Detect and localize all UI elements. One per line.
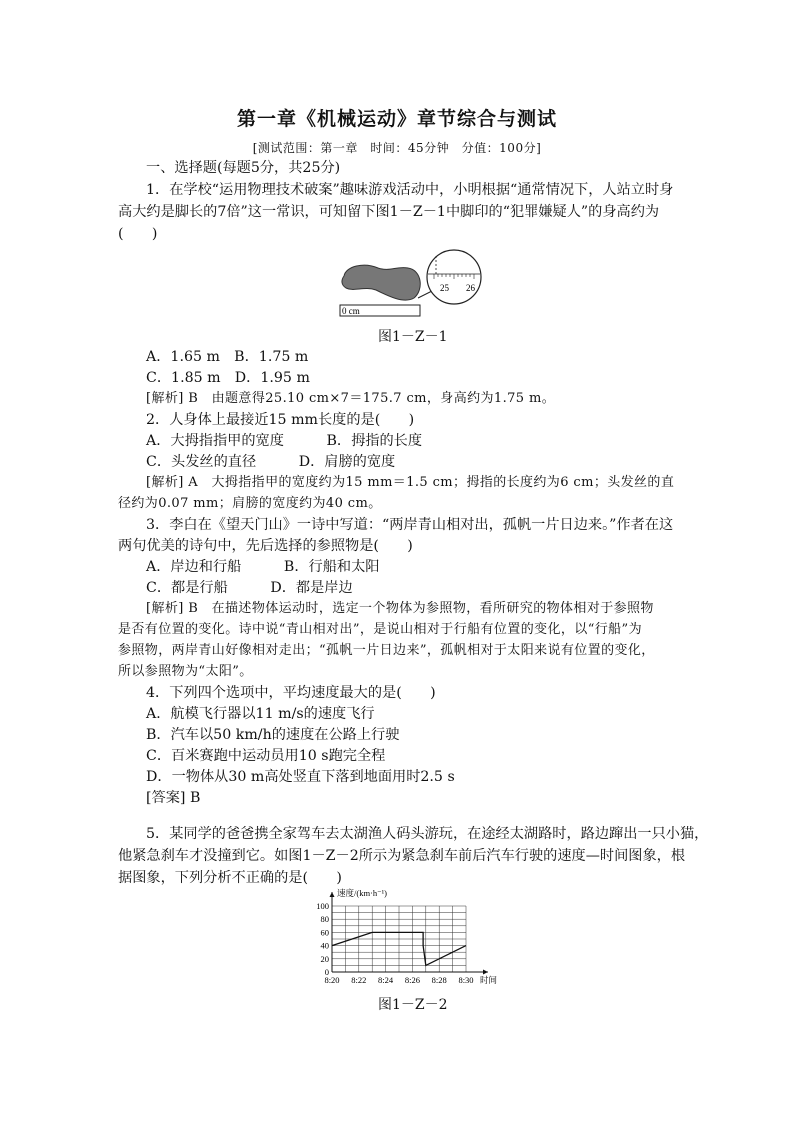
q1-stem-line-1: 1．在学校“运用物理技术破案”趣味游戏活动中，小明根据“通常情况下，人站立时身 [146,182,674,198]
q3-stem-line-1: 3．李白在《望天门山》一诗中写道：“两岸青山相对出，孤帆一片日边来。”作者在这 [146,517,674,533]
footprint-ruler-figure [330,246,490,324]
y-tick-label: 20 [320,953,329,964]
q1-stem-line-3: ( ) [118,226,158,242]
page-title: 第一章《机械运动》章节综合与测试 [236,108,557,130]
y-tick-label: 0 [324,967,329,977]
q3-options-ab: A．岸边和行船 B．行船和太阳 [146,559,380,575]
q3-analysis-line-3: 参照物，两岸青山好像相对走出；“孤帆一片日边来”，孤帆相对于太阳来说有位置的变化， [118,643,655,658]
q2-stem: 2．人身体上最接近15 mm长度的是( ) [146,412,415,428]
q4-option-d: D．一物体从30 m高处竖直下落到地面用时2.5 s [146,769,455,785]
figure-caption-1: 图1－Z－1 [378,329,448,345]
q4-option-a: A．航模飞行器以11 m/s的速度飞行 [146,706,375,722]
q1-analysis: [解析] B 由题意得25.10 cm×7＝175.7 cm，身高约为1.75 m。 [146,391,556,406]
figure-caption-2: 图1－Z－2 [378,997,448,1013]
q1-options-cd: C．1.85 m D．1.95 m [146,370,310,386]
q3-analysis-line-2: 是否有位置的变化。诗中说“青山相对出”，是说山相对于行船有位置的变化，以“行船”为 [118,622,642,637]
q5-stem-line-3: 据图象，下列分析不正确的是( ) [118,870,342,886]
x-tick-label: 8:22 [351,975,367,985]
q5-stem-line-2: 他紧急刹车才没撞到它。如图1－Z－2所示为紧急刹车前后汽车行驶的速度—时间图象，根 [118,848,686,864]
q3-analysis-line-1: [解析] B 在描述物体运动时，选定一个物体为参照物，看所研究的物体相对于参照物 [146,601,654,616]
magnifier-label-26: 26 [466,283,475,293]
y-tick-label: 100 [316,901,329,911]
q2-analysis-line-2: 径约为0.07 mm；肩膀的宽度约为40 cm。 [118,496,382,511]
magnifier-label-25: 25 [440,283,449,293]
q3-analysis-line-4: 所以参照物为“太阳”。 [118,664,253,679]
y-axis-arrow [330,892,335,897]
x-tick-label: 8:28 [431,975,447,985]
q3-stem-line-2: 两句优美的诗句中，先后选择的参照物是( ) [118,538,413,554]
x-tick-label: 8:30 [458,975,474,985]
q4-option-c: C．百米赛跑中运动员用10 s跑完全程 [146,748,386,764]
speed-time-chart [300,884,520,994]
q1-options-ab: A．1.65 m B．1.75 m [146,349,309,365]
x-tick-label: 8:26 [404,975,420,985]
test-scope-subtitle: [测试范围：第一章 时间：45分钟 分值：100分] [252,141,542,155]
q1-stem-line-2: 高大约是脚长的7倍”这一常识，可知留下图1－Z－1中脚印的“犯罪嫌疑人”的身高约为 [118,204,660,220]
q4-option-b: B．汽车以50 km/h的速度在公路上行驶 [146,727,400,743]
ruler-start-label: 0 cm [342,306,360,316]
footprint-shape [342,265,420,300]
x-tick-label: 8:20 [324,975,340,985]
x-axis-arrow [483,970,488,975]
q2-analysis-line-1: [解析] A 大拇指指甲的宽度约为15 mm＝1.5 cm；拇指的长度约为6 cm；头发丝的直 [146,475,675,490]
x-tick-label: 8:24 [378,975,394,985]
q4-stem: 4．下列四个选项中，平均速度最大的是( ) [146,685,436,701]
y-tick-label: 40 [320,940,329,951]
y-axis-title: 速度/(km·h⁻¹) [337,888,387,898]
q2-options-ab: A．大拇指指甲的宽度 B．拇指的长度 [146,433,423,449]
y-tick-label: 80 [320,914,329,925]
y-tick-label: 60 [320,927,329,938]
section-heading: 一、选择题(每题5分，共25分) [146,160,341,176]
q5-stem-line-1: 5．某同学的爸爸携全家驾车去太湖渔人码头游玩，在途经太湖路时，路边蹿出一只小猫， [146,826,709,842]
q4-answer: [答案] B [146,790,201,806]
x-axis-title: 时间 [480,975,498,985]
q2-options-cd: C．头发丝的直径 D．肩膀的宽度 [146,454,396,470]
q3-options-cd: C．都是行船 D．都是岸边 [146,580,353,596]
